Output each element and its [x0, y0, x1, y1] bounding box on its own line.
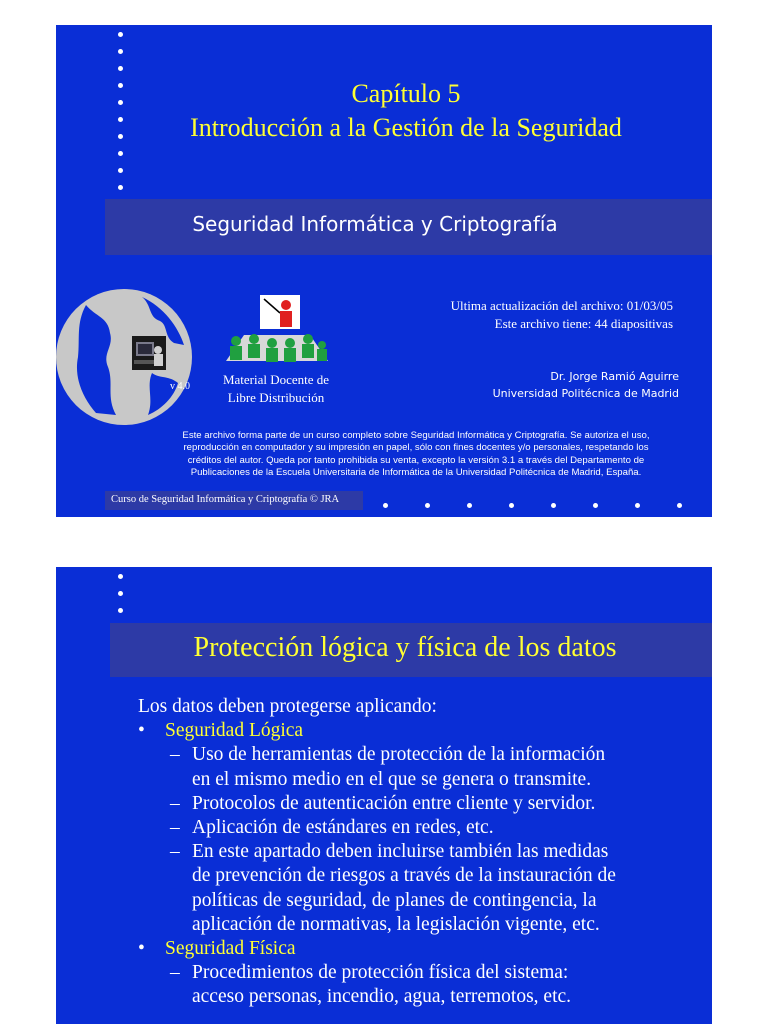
version-label: v 4.0 [170, 381, 190, 392]
sub-item: – Uso de herramientas de protección de la información en el mismo medio en el que se genera o transmite. [138, 743, 698, 791]
license-line: reproducción en computador y su impresión en papel, sólo con fines docentes y/o personales, respetando los [183, 442, 649, 454]
slides-count-line: Este archivo tiene: 44 diapositivas [494, 316, 673, 331]
license-line: Publicaciones de la Escuela Universitaria de Informática de la Universidad Politécnica de Madrid, España. [190, 467, 642, 479]
bullet-label: Seguridad Física [165, 938, 296, 960]
computer-user-icon [132, 336, 166, 370]
sub-item: – Protocolos de autenticación entre cliente y servidor. [138, 792, 698, 816]
sub-item-line: Protocolos de autenticación entre cliente y servidor. [192, 792, 596, 814]
chapter-title: Introducción a la Gestión de la Seguridad [190, 113, 622, 142]
classroom-presenter-icon [224, 291, 330, 367]
decorative-dots [118, 32, 124, 192]
sub-item: – En este apartado deben incluirse también las medidas de prevención de riesgos a través de la instauración de políticas de seguridad, de planes de contingencia, la aplicación de normativas, la legislación vigente, etc. [138, 840, 698, 937]
footer-band [105, 491, 363, 510]
slide-title-band [110, 623, 712, 677]
sub-item-line: políticas de seguridad, de planes de contingencia, la [192, 889, 597, 911]
intro-text: Los datos deben protegerse aplicando: [138, 696, 437, 717]
sub-item-line: En este apartado deben incluirse también las medidas [192, 841, 609, 863]
material-label [204, 371, 348, 407]
footer-text: Curso de Seguridad Informática y Criptografía © JRA [111, 494, 340, 505]
material-line-1: Material Docente de [222, 372, 330, 387]
slide-cover [56, 25, 712, 517]
bullet-label: Seguridad Lógica [165, 720, 304, 742]
license-notice [136, 430, 696, 480]
material-line-2: Libre Distribución [227, 390, 325, 405]
author-block [493, 368, 679, 402]
decorative-dots [118, 574, 124, 614]
slide-title: Protección lógica y física de los datos [193, 632, 617, 663]
sub-item: – Procedimientos de protección física del sistema: acceso personas, incendio, agua, terremotos, etc. [138, 961, 698, 1009]
course-title: Seguridad Informática y Criptografía [192, 212, 558, 236]
license-line: Este archivo forma parte de un curso completo sobre Seguridad Informática y Criptografía. Se autoriza el uso, [182, 430, 650, 441]
license-line: créditos del autor. Queda por tanto prohibida su venta, excepto la versión 3.1 a través del Departamento de [187, 454, 645, 466]
sub-item-line: aplicación de normativas, la legislación vigente, etc. [192, 913, 600, 935]
course-title-band [105, 199, 712, 255]
sub-item-line: en el mismo medio en el que se genera o transmite. [192, 768, 592, 790]
sub-item-line: Procedimientos de protección física del sistema: [192, 962, 569, 984]
university-name: Universidad Politécnica de Madrid [492, 387, 679, 400]
bullet-item: • Seguridad Física [138, 938, 296, 960]
chapter-label: Capítulo 5 [351, 79, 461, 108]
sub-item-line: Uso de herramientas de protección de la información [192, 744, 606, 766]
globe-icon [56, 287, 196, 427]
author-name: Dr. Jorge Ramió Aguirre [550, 370, 679, 383]
sub-item-line: acceso personas, incendio, agua, terremotos, etc. [192, 986, 572, 1008]
file-info [451, 297, 673, 333]
sub-item-line: Aplicación de estándares en redes, etc. [192, 817, 494, 839]
bullet-list [138, 695, 698, 1010]
update-line: Ultima actualización del archivo: 01/03/05 [450, 298, 673, 313]
slide-content [56, 567, 712, 1024]
sub-item: – Aplicación de estándares en redes, etc. [138, 816, 698, 840]
bullet-item: • Seguridad Lógica [138, 720, 304, 742]
sub-item-line: de prevención de riesgos a través de la instauración de [192, 865, 616, 887]
